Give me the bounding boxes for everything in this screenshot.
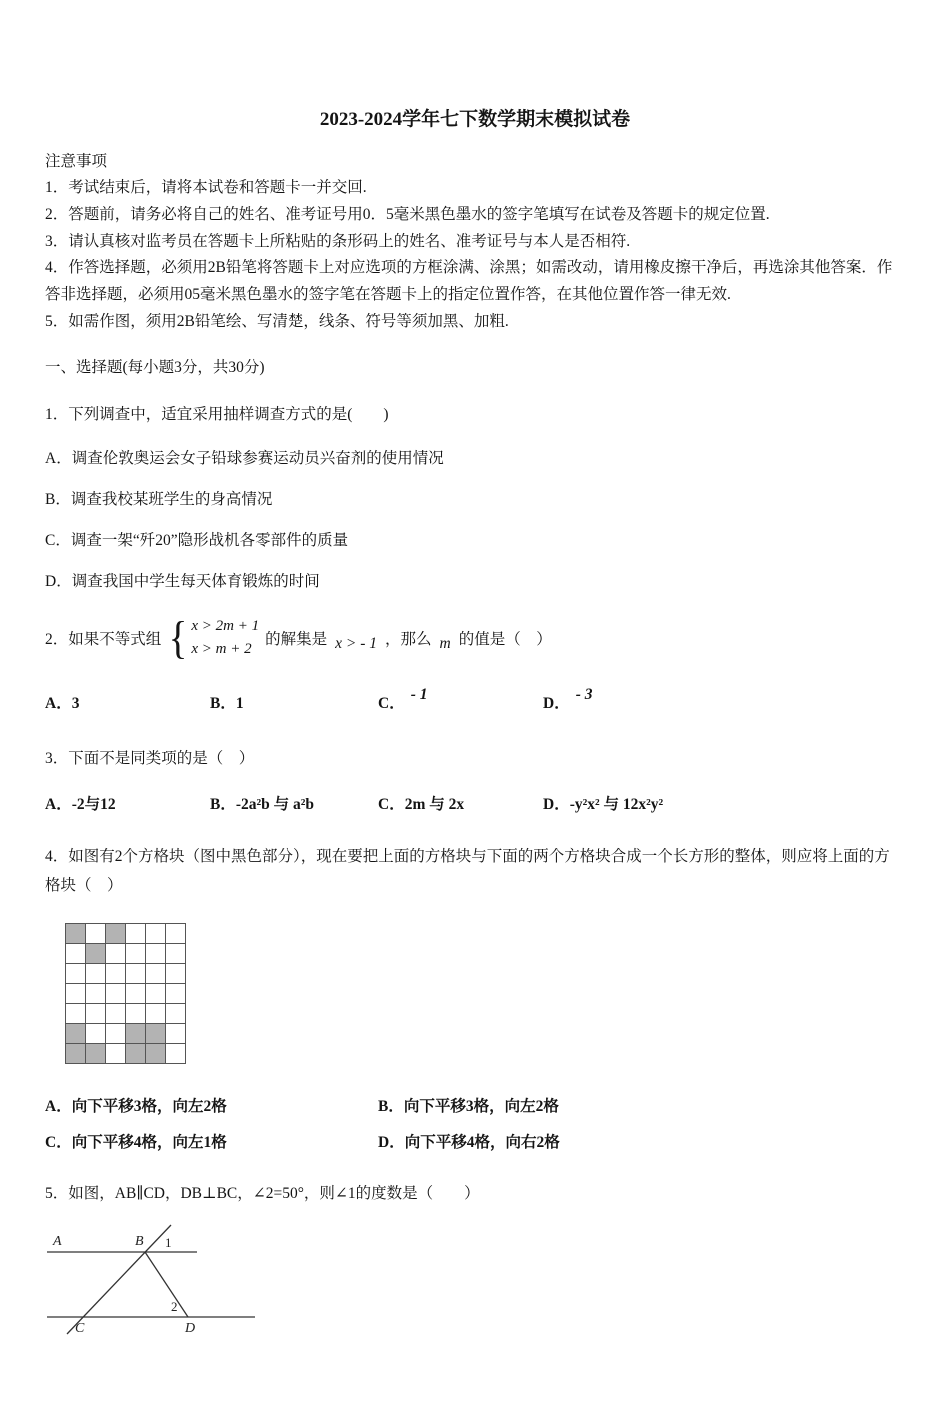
section-heading: 一、选择题(每小题3分，共30分)	[45, 359, 265, 377]
solution-set: x > - 1	[335, 634, 377, 652]
q2-option-b: B．1	[210, 694, 244, 712]
grid-cell-filled	[126, 1024, 146, 1044]
system-line-1: x > 2m + 1	[191, 618, 260, 635]
transversal-line	[67, 1225, 171, 1334]
q2-option-c-label: C．	[378, 694, 405, 712]
grid-cell	[106, 1004, 126, 1024]
grid-cell	[66, 964, 86, 984]
grid-cell	[126, 984, 146, 1004]
point-label-d: D	[185, 1320, 196, 1336]
grid-cell-filled	[126, 1044, 146, 1064]
grid-cell-filled	[66, 1024, 86, 1044]
notice-item-1: 1．考试结束后，请将本试卷和答题卡一并交回.	[45, 179, 367, 197]
grid-cell	[66, 1004, 86, 1024]
grid-cell	[166, 924, 186, 944]
grid-cell	[166, 984, 186, 1004]
grid-cell	[126, 944, 146, 964]
q1-option-d: D．调查我国中学生每天体育锻炼的时间	[45, 572, 320, 590]
grid-cell	[106, 1024, 126, 1044]
grid-cell	[146, 944, 166, 964]
q5-geometry-figure	[45, 1219, 285, 1344]
grid-cell-filled	[86, 944, 106, 964]
angle-label-1: 1	[165, 1234, 172, 1250]
grid-cell	[146, 1004, 166, 1024]
q1-option-a: A．调查伦敦奥运会女子铅球参赛运动员兴奋剂的使用情况	[45, 449, 444, 467]
brace-symbol: {	[168, 611, 188, 663]
notice-item-5: 5．如需作图，须用2B铅笔绘、写清楚，线条、符号等须加黑、加粗.	[45, 312, 509, 330]
q3-option-c: C．2m 与 2x	[378, 795, 465, 813]
notice-item-3: 3．请认真核对监考员在答题卡上所粘贴的条形码上的姓名、准考证号与本人是否相符.	[45, 232, 631, 250]
grid-cell	[86, 1004, 106, 1024]
q2-then-text: ，那么	[385, 630, 432, 648]
grid-cell	[66, 944, 86, 964]
grid-cell	[166, 1024, 186, 1044]
q2-mid-text: 的解集是	[265, 630, 328, 648]
q4-option-d: D．向下平移4格，向右2格	[378, 1133, 560, 1151]
notice-item-4: 4．作答选择题，必须用2B铅笔将答题卡上对应选项的方框涂满、涂黑；如需改动，请用橡皮擦干净后，再选涂其他答案．作答非选择题，必须用05毫米黑色墨水的签字笔在答题卡上的指定位置作答，在其他位置作答一律无效.	[45, 259, 893, 303]
q2-suffix-text: 的值是（ ）	[458, 630, 552, 648]
grid-cell	[146, 924, 166, 944]
q2-option-a: A．3	[45, 694, 80, 712]
q4-option-c: C．向下平移4格，向左1格	[45, 1133, 227, 1151]
question-2-options	[45, 685, 905, 713]
q3-option-d: D．-y²x² 与 12x²y²	[543, 795, 664, 813]
question-4-stem: 4．如图有2个方格块（图中黑色部分），现在要把上面的方格块与下面的两个方格块合成一个长方形的整体，则应将上面的方格块（ ）	[45, 847, 890, 895]
system-line-2: x > m + 2	[191, 640, 252, 657]
q2-option-d	[543, 685, 593, 713]
q2-option-c	[378, 685, 543, 713]
grid-cell	[86, 964, 106, 984]
grid-cell	[106, 1044, 126, 1064]
notice-heading: 注意事项	[45, 153, 108, 170]
point-label-b: B	[135, 1233, 144, 1249]
point-label-a: A	[53, 1233, 62, 1249]
grid-cell	[66, 984, 86, 1004]
question-1-stem: 1．下列调查中，适宜采用抽样调查方式的是( )	[45, 406, 389, 424]
question-2-stem	[45, 611, 905, 663]
point-label-c: C	[75, 1320, 85, 1336]
question-5-stem: 5．如图，AB∥CD，DB⊥BC，∠2=50°，则∠1的度数是（ ）	[45, 1184, 480, 1202]
grid-cell-filled	[86, 1044, 106, 1064]
q3-option-b: B．-2a²b 与 a²b	[210, 795, 315, 813]
grid-cell	[106, 984, 126, 1004]
grid-cell	[126, 964, 146, 984]
grid-cell	[166, 1044, 186, 1064]
q4-grid-figure	[65, 923, 186, 1064]
grid-cell	[166, 1004, 186, 1024]
q4-option-b: B．向下平移3格，向左2格	[378, 1097, 559, 1115]
grid-cell	[106, 964, 126, 984]
grid-cell-filled	[66, 924, 86, 944]
inequality-system	[191, 615, 259, 660]
grid-cell	[86, 924, 106, 944]
grid-cell	[166, 964, 186, 984]
grid-cell	[86, 984, 106, 1004]
q2-option-d-label: D．	[543, 694, 570, 712]
q4-option-a: A．向下平移3格，向左2格	[45, 1097, 227, 1115]
q3-option-a: A．-2与12	[45, 795, 116, 813]
grid-cell-filled	[146, 1044, 166, 1064]
q2-option-d-value: - 3	[575, 685, 593, 703]
grid-cell	[126, 924, 146, 944]
q1-option-c: C．调查一架“歼20”隐形战机各零部件的质量	[45, 531, 349, 549]
q2-prefix: 2．如果不等式组	[45, 630, 162, 648]
question-3-options	[45, 792, 905, 814]
q1-option-b: B．调查我校某班学生的身高情况	[45, 490, 273, 508]
grid-cell	[146, 964, 166, 984]
grid-cell	[146, 984, 166, 1004]
grid-cell	[86, 1024, 106, 1044]
grid-cell-filled	[106, 924, 126, 944]
q2-option-c-value: - 1	[410, 685, 428, 703]
grid-cell	[166, 944, 186, 964]
grid-cell	[126, 1004, 146, 1024]
question-4-options	[45, 1094, 905, 1152]
notice-item-2: 2．答题前，请务必将自己的姓名、准考证号用0．5毫米黑色墨水的签字笔填写在试卷及答题卡的规定位置.	[45, 206, 770, 223]
grid-cell-filled	[66, 1044, 86, 1064]
segment-bd	[145, 1252, 188, 1317]
grid-cell-filled	[146, 1024, 166, 1044]
variable-m: m	[439, 634, 451, 652]
grid-cell	[106, 944, 126, 964]
notice-section	[45, 149, 905, 335]
page-title: 2023-2024学年七下数学期末模拟试卷	[319, 109, 631, 130]
question-3-stem: 3．下面不是同类项的是（ ）	[45, 749, 255, 767]
angle-label-2: 2	[171, 1298, 178, 1314]
